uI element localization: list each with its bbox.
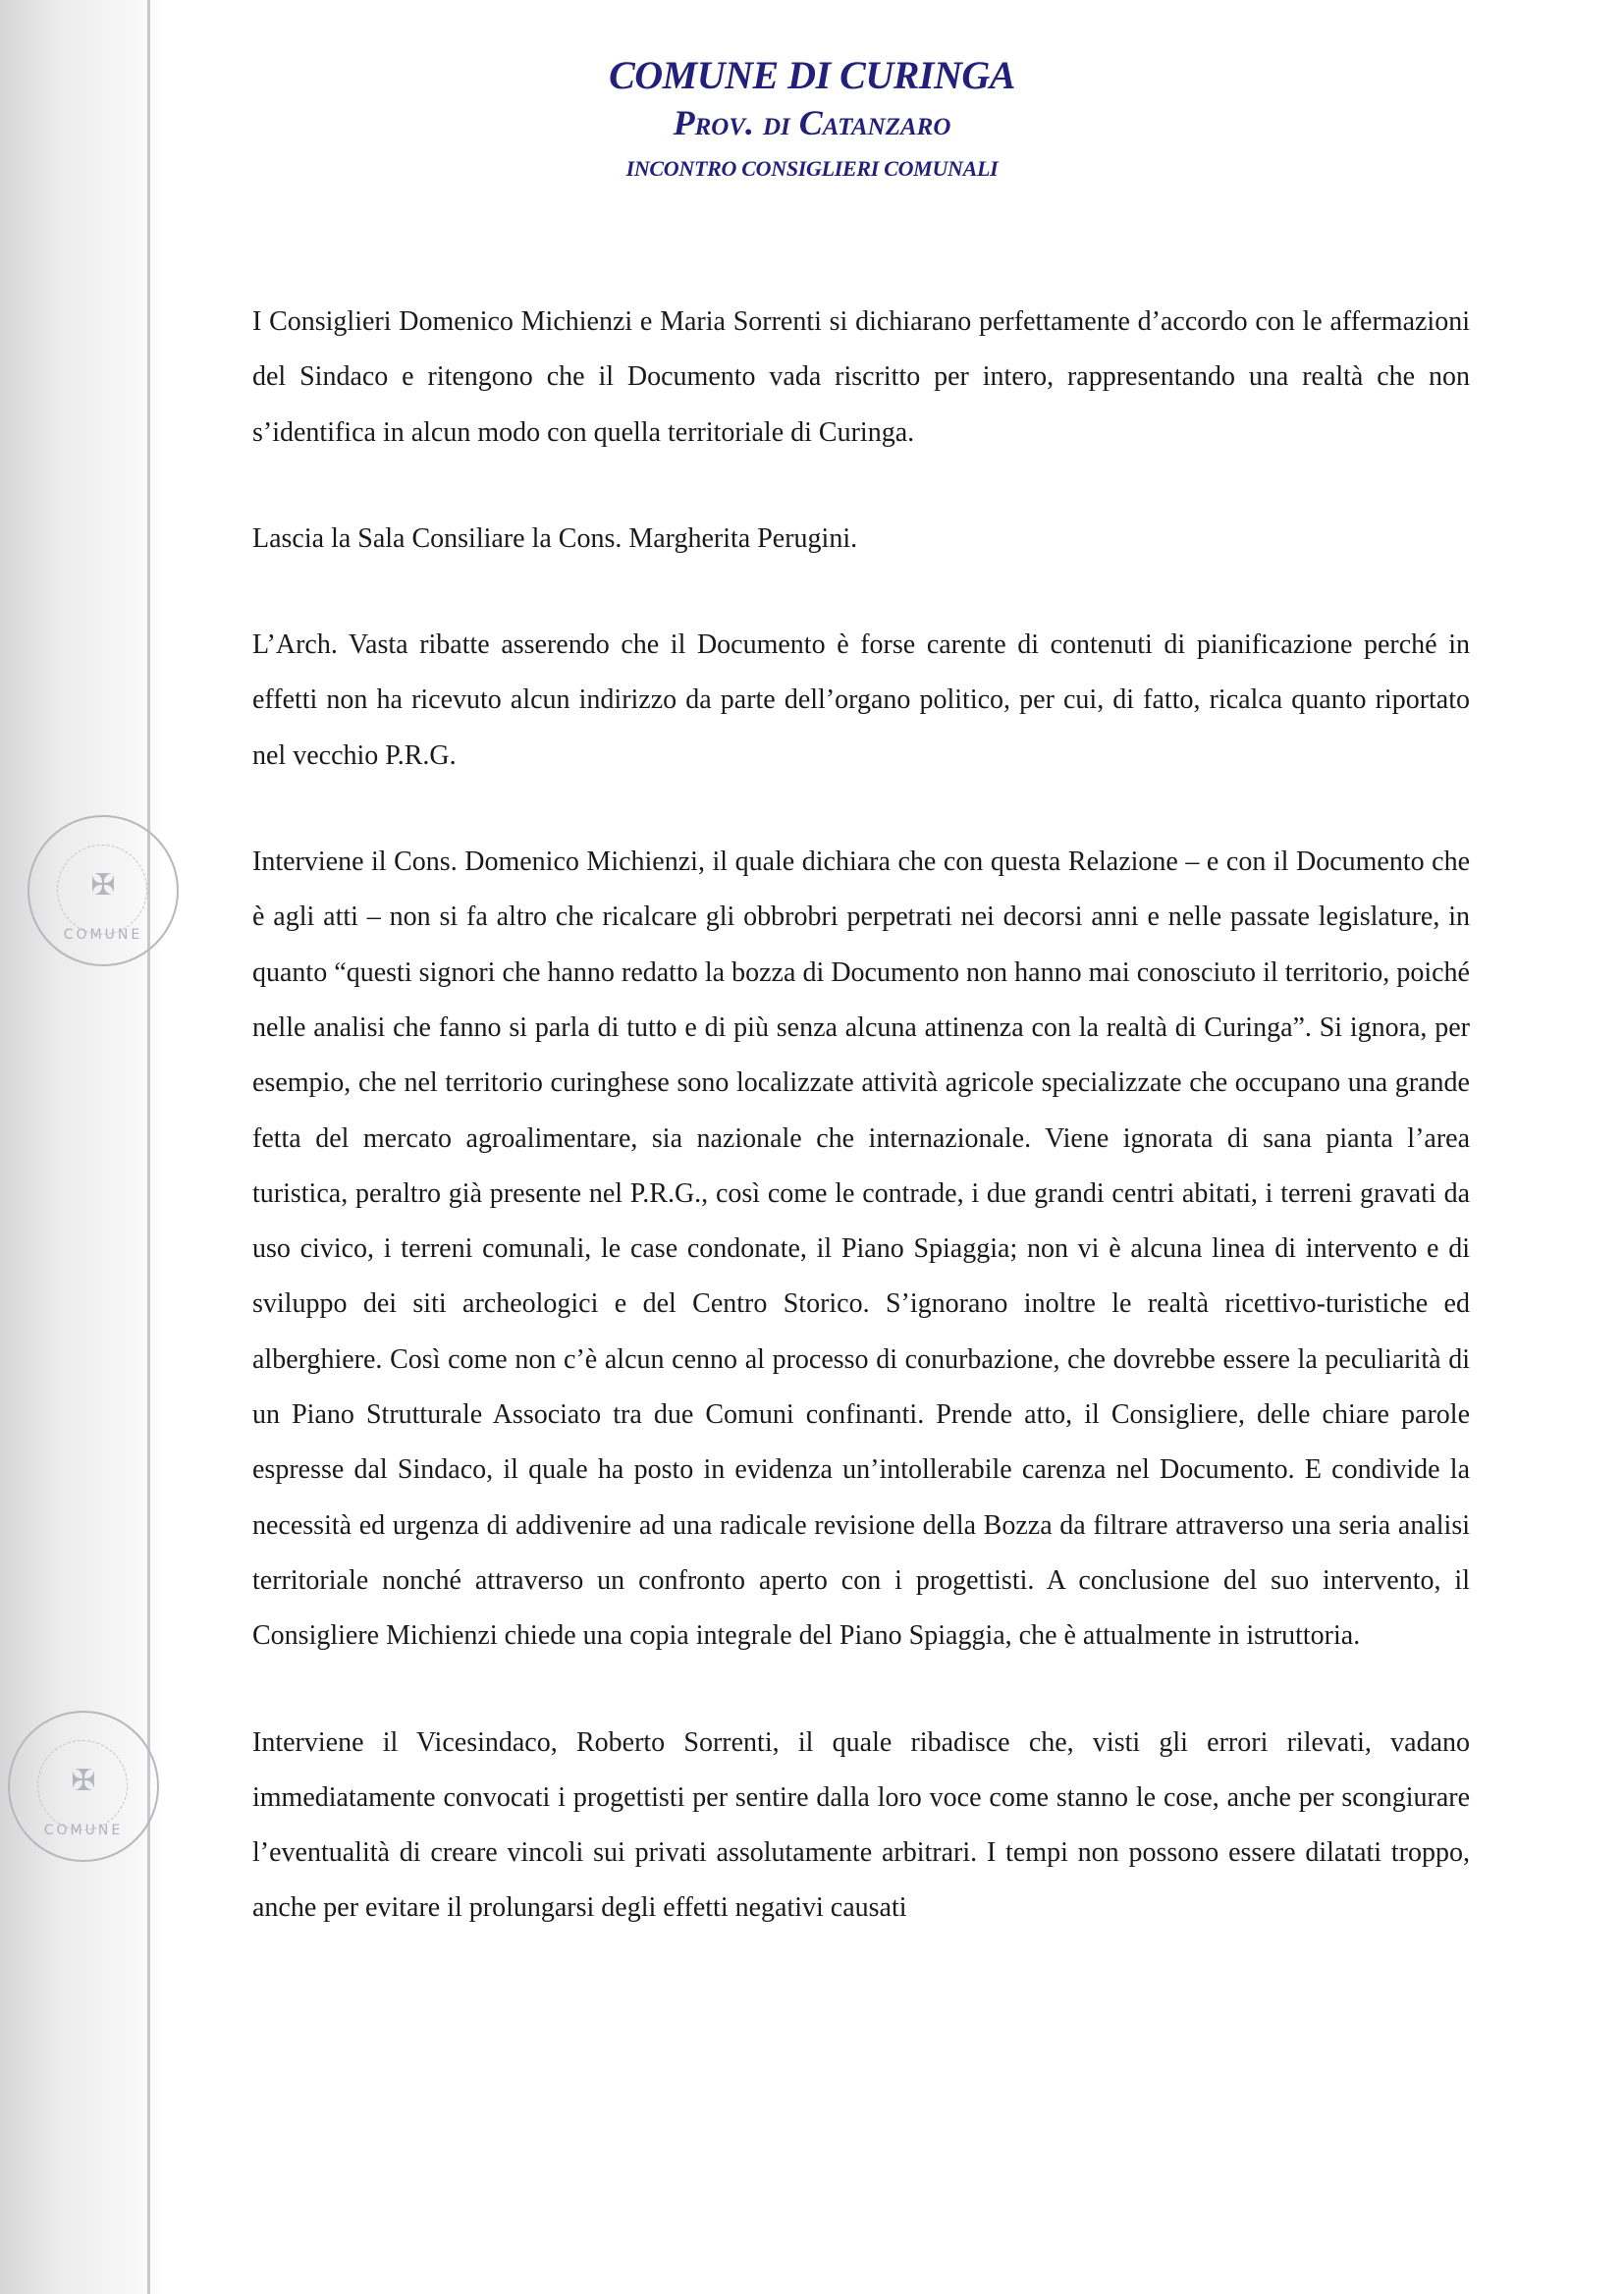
paragraph-councillors-agreement: I Consiglieri Domenico Michienzi e Maria Sorrenti si dichiarano perfettamente d’accordo con le affermazioni del Sindaco e ritengono che il Documento vada riscritto per intero, rappresentando una realtà che non s’identifica in alcun modo con quella territoriale di Curinga. <box>252 306 1470 448</box>
official-stamp-top <box>27 815 179 966</box>
scan-shadow-edge <box>0 0 165 2294</box>
header-province: Prov. di Catanzaro <box>673 103 951 142</box>
paragraph-vicesindaco-intervention: Interviene il Vicesindaco, Roberto Sorrenti, il quale ribadisce che, visti gli errori rilevati, vadano immediatamente convocati i progettisti per sentire dalla loro voce come stanno le cose, anche per scongiurare l’eventualità di creare vincoli sui privati assolutamente arbitrari. I tempi non possono essere dilatati troppo, anche per evitare il prolungarsi degli effetti negativi causati <box>252 1726 1470 1924</box>
header-meeting-title: INCONTRO CONSIGLIERI COMUNALI <box>625 156 999 181</box>
stamp-label: COMUNE <box>63 927 143 943</box>
paragraph-perugini-leaves: Lascia la Sala Consiliare la Cons. Margherita Perugini. <box>252 522 858 554</box>
paragraph-arch-vasta: L’Arch. Vasta ribatte asserendo che il Documento è forse carente di contenuti di pianificazione perché in effetti non ha ricevuto alcun indirizzo da parte dell’organo politico, per cui, di fatto, ricalca quanto riportato nel vecchio P.R.G. <box>252 629 1470 771</box>
document-body <box>252 295 1470 1988</box>
binding-line <box>147 0 150 2294</box>
header-municipality: COMUNE DI CURINGA <box>609 53 1015 97</box>
coat-of-arms-icon: ✠ <box>71 1765 96 1797</box>
document-header <box>0 51 1624 192</box>
official-stamp-bottom <box>8 1711 159 1862</box>
coat-of-arms-icon: ✠ <box>90 869 116 901</box>
paragraph-michienzi-intervention: Interviene il Cons. Domenico Michienzi, il quale dichiara che con questa Relazione – e con il Documento che è agli atti – non si fa altro che ricalcare gli obbrobri perpetrati nei decorsi anni e nelle passate legislature, in quanto “questi signori che hanno redatto la bozza di Documento non hanno mai conosciuto il territorio, poiché nelle analisi che fanno si parla di tutto e di più senza alcuna attinenza con la realtà di Curinga”. Si ignora, per esempio, che nel territorio curinghese sono localizzate attività agricole specializzate che occupano una grande fetta del mercato agroalimentare, sia nazionale che internazionale. Viene ignorata di sana pianta l’area turistica, peraltro già presente nel P.R.G., così come le contrade, i due grandi centri abitati, i terreni gravati da uso civico, i terreni comunali, le case condonate, il Piano Spiaggia; non vi è alcuna linea di intervento e di sviluppo dei siti archeologici e del Centro Storico. S’ignorano inoltre le realtà ricettivo-turistiche ed alberghiere. Così come non c’è alcun cenno al processo di conurbazione, che dovrebbe essere la peculiarità di un Piano Strutturale Associato tra due Comuni confinanti. Prende atto, il Consigliere, delle chiare parole espresse dal Sindaco, il quale ha posto in evidenza un’intollerabile carenza nel Documento. E condivide la necessità ed urgenza di addivenire ad una radicale revisione della Bozza da filtrare attraverso una seria analisi territoriale nonché attraverso un confronto aperto con i progettisti. A conclusione del suo intervento, il Consigliere Michienzi chiede una copia integrale del Piano Spiaggia, che è attualmente in istruttoria. <box>252 847 1470 1652</box>
stamp-label: COMUNE <box>43 1823 124 1838</box>
